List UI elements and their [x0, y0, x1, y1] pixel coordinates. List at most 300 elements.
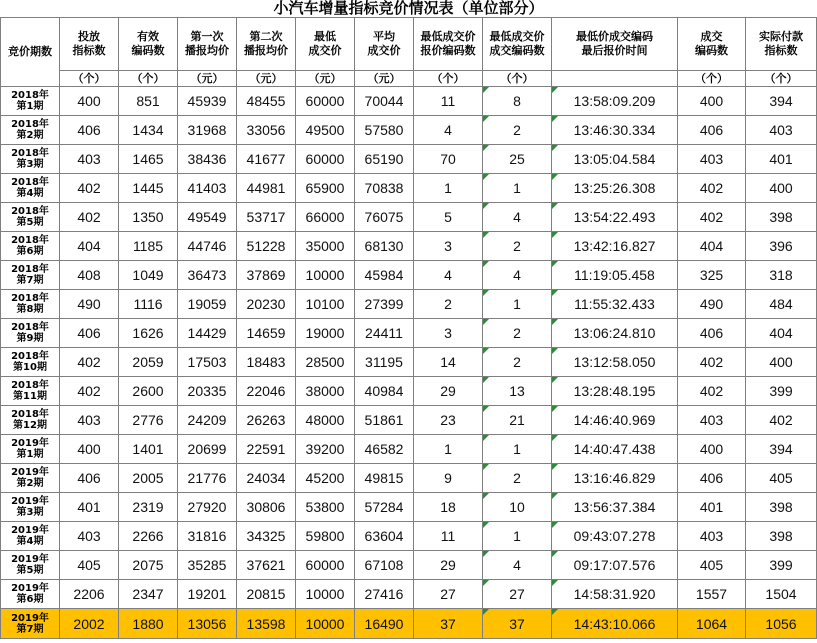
cell-second-broadcast-avg: 20230 [237, 290, 296, 319]
cell-first-broadcast-avg: 41403 [178, 174, 237, 203]
cell-last-bid-time: 14:43:10.066 [552, 609, 678, 639]
cell-release-quota: 400 [60, 435, 119, 464]
cell-release-quota: 405 [60, 551, 119, 580]
cell-min-price: 59800 [296, 522, 355, 551]
cell-second-broadcast-avg: 24034 [237, 464, 296, 493]
cell-last-bid-time: 14:46:40.969 [552, 406, 678, 435]
period-year: 2018年 [11, 148, 49, 159]
cell-second-broadcast-avg: 22046 [237, 377, 296, 406]
cell-min-price-deal-codes: 2 [483, 348, 552, 377]
table-row [1, 464, 817, 493]
period-year: 2019年 [11, 583, 49, 594]
cell-first-broadcast-avg: 31816 [178, 522, 237, 551]
cell-valid-codes: 1626 [119, 319, 178, 348]
cell-first-broadcast-avg: 31968 [178, 116, 237, 145]
cell-second-broadcast-avg: 41677 [237, 145, 296, 174]
period-cell [1, 551, 60, 580]
cell-min-price-bid-codes: 14 [414, 348, 483, 377]
period-cell [1, 580, 60, 609]
cell-deal-codes: 404 [678, 232, 746, 261]
cell-last-bid-time: 13:54:22.493 [552, 203, 678, 232]
cell-release-quota: 403 [60, 145, 119, 174]
cell-release-quota: 2002 [60, 609, 119, 639]
cell-avg-price: 31195 [355, 348, 414, 377]
cell-min-price: 35000 [296, 232, 355, 261]
cell-release-quota: 401 [60, 493, 119, 522]
cell-deal-codes: 402 [678, 174, 746, 203]
cell-last-bid-time: 14:40:47.438 [552, 435, 678, 464]
unit-cell: （元） [355, 71, 414, 87]
unit-cell: （元） [296, 71, 355, 87]
table-row [1, 522, 817, 551]
unit-cell: （个） [60, 71, 119, 87]
cell-release-quota: 404 [60, 232, 119, 261]
cell-min-price-bid-codes: 9 [414, 464, 483, 493]
unit-cell: （个） [414, 71, 483, 87]
col-header-line2: 编码数 [131, 44, 165, 57]
cell-last-bid-time: 11:19:05.458 [552, 261, 678, 290]
period-year: 2019年 [11, 554, 49, 565]
cell-min-price-deal-codes: 10 [483, 493, 552, 522]
cell-min-price-deal-codes: 2 [483, 319, 552, 348]
cell-release-quota: 402 [60, 377, 119, 406]
cell-paid-quota: 398 [746, 493, 817, 522]
cell-avg-price: 67108 [355, 551, 414, 580]
cell-min-price-deal-codes: 21 [483, 406, 552, 435]
cell-first-broadcast-avg: 44746 [178, 232, 237, 261]
cell-release-quota: 406 [60, 464, 119, 493]
period-cell [1, 493, 60, 522]
cell-first-broadcast-avg: 45939 [178, 87, 237, 116]
cell-valid-codes: 1401 [119, 435, 178, 464]
cell-min-price-deal-codes: 4 [483, 203, 552, 232]
cell-avg-price: 63604 [355, 522, 414, 551]
cell-min-price: 48000 [296, 406, 355, 435]
cell-last-bid-time: 14:58:31.920 [552, 580, 678, 609]
cell-second-broadcast-avg: 18483 [237, 348, 296, 377]
cell-deal-codes: 403 [678, 522, 746, 551]
cell-deal-codes: 400 [678, 87, 746, 116]
cell-valid-codes: 1350 [119, 203, 178, 232]
unit-cell: （个） [119, 71, 178, 87]
cell-valid-codes: 2319 [119, 493, 178, 522]
cell-last-bid-time: 13:25:26.308 [552, 174, 678, 203]
cell-deal-codes: 1557 [678, 580, 746, 609]
period-year: 2018年 [11, 409, 49, 420]
cell-last-bid-time: 13:58:09.209 [552, 87, 678, 116]
period-cell [1, 348, 60, 377]
period-year: 2018年 [11, 90, 49, 101]
cell-paid-quota: 396 [746, 232, 817, 261]
col-header-first-broadcast-avg [178, 18, 237, 71]
cell-valid-codes: 851 [119, 87, 178, 116]
cell-deal-codes: 401 [678, 493, 746, 522]
cell-deal-codes: 490 [678, 290, 746, 319]
cell-second-broadcast-avg: 37621 [237, 551, 296, 580]
cell-valid-codes: 2005 [119, 464, 178, 493]
table-row [1, 348, 817, 377]
cell-min-price-bid-codes: 29 [414, 377, 483, 406]
cell-paid-quota: 1504 [746, 580, 817, 609]
period-number: 第4期 [16, 188, 44, 199]
cell-valid-codes: 1116 [119, 290, 178, 319]
cell-second-broadcast-avg: 14659 [237, 319, 296, 348]
period-year: 2018年 [11, 119, 49, 130]
cell-release-quota: 403 [60, 522, 119, 551]
period-year: 2019年 [11, 525, 49, 536]
cell-release-quota: 403 [60, 406, 119, 435]
cell-paid-quota: 398 [746, 203, 817, 232]
cell-min-price-bid-codes: 4 [414, 116, 483, 145]
col-header-line1: 有效 [137, 30, 159, 43]
cell-min-price-bid-codes: 27 [414, 580, 483, 609]
col-header-line1: 最低成交价 [489, 30, 545, 43]
cell-min-price-deal-codes: 2 [483, 464, 552, 493]
col-header-last-bid-time [552, 18, 678, 71]
cell-avg-price: 40984 [355, 377, 414, 406]
table-row [1, 203, 817, 232]
cell-avg-price: 46582 [355, 435, 414, 464]
period-year: 2019年 [11, 496, 49, 507]
cell-release-quota: 406 [60, 319, 119, 348]
cell-paid-quota: 394 [746, 87, 817, 116]
cell-min-price: 65900 [296, 174, 355, 203]
table-row [1, 290, 817, 319]
period-cell [1, 174, 60, 203]
cell-last-bid-time: 11:55:32.433 [552, 290, 678, 319]
period-year: 2018年 [11, 235, 49, 246]
period-cell [1, 406, 60, 435]
period-number: 第5期 [16, 565, 44, 576]
cell-valid-codes: 1434 [119, 116, 178, 145]
cell-min-price-bid-codes: 23 [414, 406, 483, 435]
period-cell [1, 232, 60, 261]
period-number: 第1期 [16, 449, 44, 460]
period-year: 2018年 [11, 264, 49, 275]
cell-deal-codes: 406 [678, 464, 746, 493]
cell-valid-codes: 1465 [119, 145, 178, 174]
cell-last-bid-time: 13:56:37.384 [552, 493, 678, 522]
col-header-min-price-bid-codes [414, 18, 483, 71]
cell-second-broadcast-avg: 37869 [237, 261, 296, 290]
cell-min-price-bid-codes: 4 [414, 261, 483, 290]
table-row [1, 406, 817, 435]
col-header-line1: 成交 [700, 30, 723, 43]
period-cell [1, 290, 60, 319]
cell-second-broadcast-avg: 30806 [237, 493, 296, 522]
cell-min-price-bid-codes: 29 [414, 551, 483, 580]
unit-cell: （元） [237, 71, 296, 87]
cell-avg-price: 68130 [355, 232, 414, 261]
period-cell [1, 203, 60, 232]
col-header-line2: 编码数 [695, 44, 728, 57]
period-cell [1, 522, 60, 551]
cell-valid-codes: 2059 [119, 348, 178, 377]
table-row [1, 551, 817, 580]
cell-release-quota: 402 [60, 203, 119, 232]
period-number: 第8期 [16, 304, 44, 315]
cell-second-broadcast-avg: 26263 [237, 406, 296, 435]
cell-second-broadcast-avg: 33056 [237, 116, 296, 145]
cell-min-price-deal-codes: 13 [483, 377, 552, 406]
cell-min-price: 60000 [296, 87, 355, 116]
cell-min-price: 38000 [296, 377, 355, 406]
cell-release-quota: 490 [60, 290, 119, 319]
cell-deal-codes: 1064 [678, 609, 746, 639]
col-header-line1: 最低价成交编码 [576, 30, 653, 43]
cell-second-broadcast-avg: 44981 [237, 174, 296, 203]
cell-valid-codes: 1049 [119, 261, 178, 290]
cell-first-broadcast-avg: 36473 [178, 261, 237, 290]
cell-min-price-bid-codes: 3 [414, 319, 483, 348]
cell-release-quota: 402 [60, 348, 119, 377]
col-header-line2: 报价编码数 [420, 44, 476, 57]
col-header-deal-codes [678, 18, 746, 71]
period-number: 第6期 [16, 594, 44, 605]
unit-cell: （个） [483, 71, 552, 87]
cell-second-broadcast-avg: 13598 [237, 609, 296, 639]
cell-release-quota: 2206 [60, 580, 119, 609]
col-header-line1: 最低成交价 [420, 30, 476, 43]
cell-deal-codes: 400 [678, 435, 746, 464]
cell-avg-price: 27399 [355, 290, 414, 319]
table-row [1, 145, 817, 174]
period-cell [1, 464, 60, 493]
cell-valid-codes: 2075 [119, 551, 178, 580]
table-row [1, 609, 817, 639]
cell-min-price: 53800 [296, 493, 355, 522]
col-header-min-price [296, 18, 355, 71]
cell-first-broadcast-avg: 21776 [178, 464, 237, 493]
period-number: 第6期 [16, 246, 44, 257]
period-cell [1, 377, 60, 406]
cell-first-broadcast-avg: 13056 [178, 609, 237, 639]
cell-paid-quota: 394 [746, 435, 817, 464]
cell-last-bid-time: 13:06:24.810 [552, 319, 678, 348]
col-header-line2: 成交价 [367, 44, 401, 57]
col-header-line2: 成交价 [308, 44, 342, 57]
period-number: 第7期 [16, 275, 44, 286]
period-number: 第3期 [16, 507, 44, 518]
period-cell [1, 87, 60, 116]
period-number: 第9期 [16, 333, 44, 344]
cell-min-price-deal-codes: 2 [483, 232, 552, 261]
cell-paid-quota: 399 [746, 377, 817, 406]
cell-min-price-bid-codes: 1 [414, 174, 483, 203]
cell-min-price: 66000 [296, 203, 355, 232]
cell-min-price: 60000 [296, 145, 355, 174]
cell-paid-quota: 400 [746, 174, 817, 203]
cell-min-price-deal-codes: 1 [483, 435, 552, 464]
cell-last-bid-time: 13:46:30.334 [552, 116, 678, 145]
cell-min-price-deal-codes: 1 [483, 522, 552, 551]
cell-first-broadcast-avg: 35285 [178, 551, 237, 580]
period-cell [1, 145, 60, 174]
col-header-line1: 投放 [78, 30, 100, 43]
cell-min-price-deal-codes: 8 [483, 87, 552, 116]
unit-cell [552, 71, 678, 87]
bidding-table [0, 17, 817, 639]
col-header-paid-quota [746, 18, 817, 71]
period-cell [1, 319, 60, 348]
period-number: 第2期 [16, 478, 44, 489]
cell-last-bid-time: 13:05:04.584 [552, 145, 678, 174]
cell-avg-price: 57580 [355, 116, 414, 145]
cell-min-price-bid-codes: 5 [414, 203, 483, 232]
table-title: 小汽车增量指标竞价情况表（单位部分） [273, 0, 544, 17]
cell-paid-quota: 405 [746, 464, 817, 493]
cell-avg-price: 51861 [355, 406, 414, 435]
period-year: 2018年 [11, 206, 49, 217]
cell-avg-price: 76075 [355, 203, 414, 232]
cell-valid-codes: 1185 [119, 232, 178, 261]
cell-first-broadcast-avg: 38436 [178, 145, 237, 174]
cell-second-broadcast-avg: 22591 [237, 435, 296, 464]
cell-first-broadcast-avg: 20335 [178, 377, 237, 406]
cell-avg-price: 49815 [355, 464, 414, 493]
cell-deal-codes: 402 [678, 348, 746, 377]
cell-first-broadcast-avg: 19201 [178, 580, 237, 609]
col-header-min-price-deal-codes [483, 18, 552, 71]
cell-paid-quota: 404 [746, 319, 817, 348]
cell-deal-codes: 403 [678, 406, 746, 435]
cell-first-broadcast-avg: 49549 [178, 203, 237, 232]
cell-min-price: 45200 [296, 464, 355, 493]
col-header-line1: 第二次 [249, 30, 283, 43]
col-header-line2: 成交编码数 [489, 44, 545, 57]
cell-valid-codes: 2600 [119, 377, 178, 406]
table-row [1, 493, 817, 522]
cell-valid-codes: 1880 [119, 609, 178, 639]
cell-paid-quota: 1056 [746, 609, 817, 639]
period-year: 2018年 [11, 293, 49, 304]
cell-min-price-bid-codes: 3 [414, 232, 483, 261]
cell-paid-quota: 399 [746, 551, 817, 580]
cell-avg-price: 27416 [355, 580, 414, 609]
cell-paid-quota: 318 [746, 261, 817, 290]
col-header-line1: 第一次 [190, 30, 224, 43]
cell-min-price-bid-codes: 70 [414, 145, 483, 174]
period-number: 第11期 [13, 391, 47, 402]
cell-min-price-bid-codes: 2 [414, 290, 483, 319]
period-number: 第7期 [16, 623, 44, 635]
cell-second-broadcast-avg: 34325 [237, 522, 296, 551]
cell-release-quota: 400 [60, 87, 119, 116]
cell-first-broadcast-avg: 14429 [178, 319, 237, 348]
table-row [1, 435, 817, 464]
cell-min-price-deal-codes: 1 [483, 174, 552, 203]
cell-avg-price: 65190 [355, 145, 414, 174]
cell-paid-quota: 402 [746, 406, 817, 435]
cell-first-broadcast-avg: 20699 [178, 435, 237, 464]
unit-cell: （个） [746, 71, 817, 87]
cell-release-quota: 402 [60, 174, 119, 203]
col-header-valid-codes [119, 18, 178, 71]
unit-cell: （个） [678, 71, 746, 87]
cell-paid-quota: 401 [746, 145, 817, 174]
cell-min-price-deal-codes: 27 [483, 580, 552, 609]
period-cell [1, 261, 60, 290]
period-number: 第12期 [13, 420, 47, 431]
period-cell [1, 435, 60, 464]
cell-min-price: 10000 [296, 580, 355, 609]
cell-min-price: 49500 [296, 116, 355, 145]
cell-deal-codes: 402 [678, 203, 746, 232]
cell-min-price-deal-codes: 4 [483, 261, 552, 290]
cell-deal-codes: 405 [678, 551, 746, 580]
table-row [1, 232, 817, 261]
cell-avg-price: 57284 [355, 493, 414, 522]
cell-paid-quota: 398 [746, 522, 817, 551]
cell-valid-codes: 2266 [119, 522, 178, 551]
cell-avg-price: 70838 [355, 174, 414, 203]
cell-min-price-deal-codes: 4 [483, 551, 552, 580]
cell-min-price-deal-codes: 2 [483, 116, 552, 145]
col-header-line2: 指标数 [72, 44, 106, 57]
col-header-second-broadcast-avg [237, 18, 296, 71]
cell-deal-codes: 325 [678, 261, 746, 290]
cell-min-price: 39200 [296, 435, 355, 464]
cell-release-quota: 406 [60, 116, 119, 145]
cell-release-quota: 408 [60, 261, 119, 290]
period-year: 2019年 [11, 467, 49, 478]
cell-min-price: 10000 [296, 609, 355, 639]
cell-second-broadcast-avg: 20815 [237, 580, 296, 609]
cell-deal-codes: 402 [678, 377, 746, 406]
period-cell [1, 609, 60, 639]
period-number: 第2期 [16, 130, 44, 141]
table-row [1, 377, 817, 406]
cell-avg-price: 70044 [355, 87, 414, 116]
col-header-period [1, 18, 60, 87]
col-header-release-quota [60, 18, 119, 71]
cell-paid-quota: 400 [746, 348, 817, 377]
cell-last-bid-time: 13:42:16.827 [552, 232, 678, 261]
cell-second-broadcast-avg: 53717 [237, 203, 296, 232]
cell-deal-codes: 403 [678, 145, 746, 174]
table-row [1, 319, 817, 348]
table-row [1, 116, 817, 145]
cell-min-price: 19000 [296, 319, 355, 348]
cell-first-broadcast-avg: 27920 [178, 493, 237, 522]
cell-second-broadcast-avg: 48455 [237, 87, 296, 116]
col-header-line1: 平均 [373, 30, 395, 43]
cell-first-broadcast-avg: 17503 [178, 348, 237, 377]
table-row [1, 580, 817, 609]
cell-first-broadcast-avg: 19059 [178, 290, 237, 319]
cell-min-price-deal-codes: 37 [483, 609, 552, 639]
cell-min-price: 60000 [296, 551, 355, 580]
period-number: 第3期 [16, 159, 44, 170]
period-year: 2019年 [11, 438, 49, 449]
cell-deal-codes: 406 [678, 116, 746, 145]
period-year: 2018年 [11, 351, 49, 362]
cell-valid-codes: 2776 [119, 406, 178, 435]
cell-min-price-bid-codes: 11 [414, 87, 483, 116]
cell-min-price-deal-codes: 25 [483, 145, 552, 174]
cell-paid-quota: 484 [746, 290, 817, 319]
cell-valid-codes: 2347 [119, 580, 178, 609]
cell-last-bid-time: 13:28:48.195 [552, 377, 678, 406]
period-year: 2018年 [11, 322, 49, 333]
cell-avg-price: 45984 [355, 261, 414, 290]
cell-valid-codes: 1445 [119, 174, 178, 203]
col-header-line1: 最低 [314, 30, 336, 43]
cell-min-price-deal-codes: 1 [483, 290, 552, 319]
cell-min-price: 10100 [296, 290, 355, 319]
col-header-label: 竞价期数 [8, 45, 52, 58]
unit-cell: （元） [178, 71, 237, 87]
